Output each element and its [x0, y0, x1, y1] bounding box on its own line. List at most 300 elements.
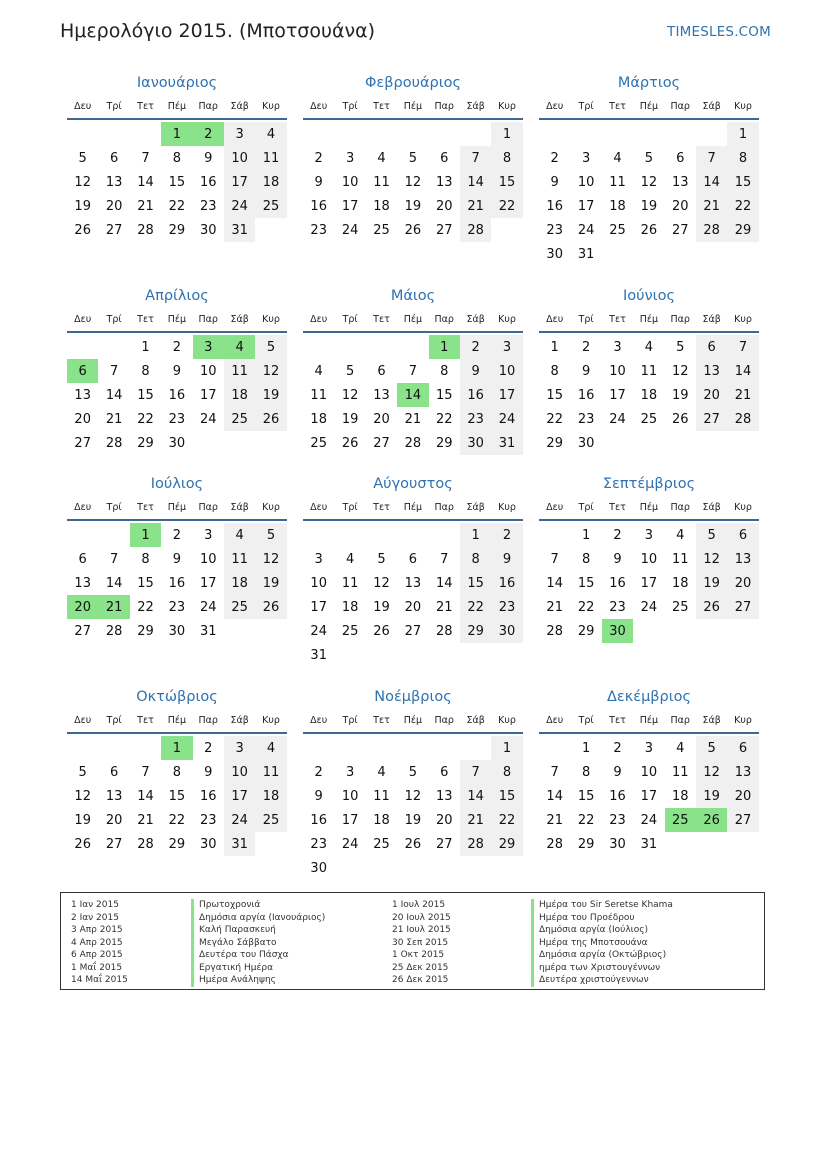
- weekday-label: Κυρ: [498, 100, 516, 112]
- day-cell: 19: [74, 198, 91, 214]
- day-cell: 1: [130, 523, 161, 547]
- day-cell: 25: [341, 623, 359, 639]
- day-cell: 1: [141, 339, 150, 355]
- day-cell: 4: [377, 150, 386, 166]
- day-cell: 22: [168, 198, 186, 214]
- holiday-name: Καλή Παρασκευή: [191, 924, 325, 937]
- day-cell: 3: [491, 335, 522, 359]
- day-cell: 18: [640, 387, 658, 403]
- weekday-label: Τρί: [342, 313, 358, 325]
- day-cell: 27: [435, 222, 453, 238]
- day-cell: 12: [404, 174, 422, 190]
- day-cell: 13: [671, 174, 689, 190]
- day-cell: 5: [255, 523, 286, 547]
- day-cell: 23: [460, 407, 491, 431]
- day-cell: 6: [727, 523, 758, 547]
- day-cell: 28: [435, 623, 453, 639]
- header-rule: [539, 118, 759, 120]
- day-cell: 14: [137, 174, 154, 190]
- weekday-label: Τρί: [342, 714, 358, 726]
- day-cell: 2: [314, 764, 323, 780]
- day-cell: 8: [491, 760, 522, 784]
- day-cell: 6: [676, 150, 685, 166]
- holiday-date: 30 Σεπ 2015: [392, 937, 449, 948]
- day-cell: 1: [429, 335, 460, 359]
- day-cell: 10: [341, 788, 359, 804]
- day-cell: 17: [199, 387, 217, 403]
- day-cell: 17: [224, 170, 255, 194]
- day-cell: 15: [168, 788, 186, 804]
- day-cell: 23: [310, 222, 327, 238]
- day-cell: 13: [74, 387, 91, 403]
- weekday-label: Δευ: [546, 313, 564, 325]
- weekday-label: Κυρ: [734, 100, 752, 112]
- weekday-label: Τετ: [373, 100, 390, 112]
- day-cell: 17: [341, 198, 359, 214]
- empty-cell: [334, 523, 365, 547]
- day-cell: 3: [345, 150, 355, 166]
- day-cell: 23: [310, 836, 327, 852]
- day-cell: 27: [671, 222, 689, 238]
- day-cell: 29: [137, 623, 154, 639]
- day-cell: 18: [671, 788, 689, 804]
- day-cell: 1: [491, 736, 522, 760]
- day-cell: 16: [168, 575, 186, 591]
- day-cell: 14: [460, 170, 491, 194]
- day-cell: 2: [460, 335, 491, 359]
- day-cell: 30: [602, 619, 633, 643]
- weekday-label: Σάβ: [230, 100, 249, 112]
- holiday-name: Εργατική Ημέρα: [191, 962, 325, 975]
- header-rule: [67, 732, 287, 734]
- day-cell: 4: [345, 551, 355, 567]
- holiday-names-right: [531, 899, 673, 987]
- empty-cell: [397, 523, 428, 547]
- day-cell: 24: [341, 836, 359, 852]
- day-cell: 30: [546, 246, 563, 262]
- day-cell: 25: [373, 836, 390, 852]
- day-cell: 15: [137, 575, 154, 591]
- day-cell: 13: [435, 788, 453, 804]
- day-cell: 10: [577, 174, 595, 190]
- weekday-header: [303, 94, 523, 118]
- day-cell: 6: [440, 150, 449, 166]
- day-cell: 20: [727, 571, 758, 595]
- day-cell: 15: [491, 170, 522, 194]
- day-cell: 3: [644, 740, 653, 756]
- holiday-date: 1 Ιαν 2015: [71, 900, 119, 910]
- day-cell: 2: [314, 150, 323, 166]
- holiday-date: 2 Ιαν 2015: [71, 912, 119, 923]
- empty-cell: [429, 122, 460, 146]
- weekday-label: Σάβ: [230, 501, 249, 513]
- day-cell: 2: [613, 527, 622, 543]
- day-cell: 21: [105, 411, 123, 427]
- day-cell: 7: [141, 150, 150, 166]
- days-grid: [303, 335, 523, 455]
- day-cell: 21: [546, 812, 563, 828]
- day-cell: 31: [199, 623, 217, 639]
- day-cell: 25: [671, 599, 689, 615]
- header-rule: [303, 118, 523, 120]
- empty-cell: [397, 736, 428, 760]
- weekday-label: Σάβ: [702, 313, 721, 325]
- day-cell: 7: [440, 551, 449, 567]
- header-rule: [539, 519, 759, 521]
- month-name: Μάρτιος: [617, 75, 681, 91]
- month-8: [303, 473, 523, 667]
- day-cell: 11: [224, 547, 255, 571]
- day-cell: 24: [491, 407, 522, 431]
- empty-cell: [460, 122, 491, 146]
- month-name: Δεκέμβριος: [606, 689, 692, 705]
- weekday-label: Πέμ: [639, 714, 659, 726]
- day-cell: 30: [609, 836, 626, 852]
- day-cell: 30: [577, 435, 595, 451]
- day-cell: 21: [435, 599, 453, 615]
- month-name: Φεβρουάριος: [364, 75, 462, 91]
- weekday-label: Κυρ: [262, 313, 280, 325]
- weekday-header: [303, 708, 523, 732]
- day-cell: 11: [310, 387, 327, 403]
- day-cell: 16: [460, 383, 491, 407]
- day-cell: 24: [199, 599, 217, 615]
- weekday-header: [67, 307, 287, 331]
- day-cell: 21: [98, 595, 129, 619]
- day-cell: 30: [310, 860, 327, 876]
- day-cell: 11: [255, 760, 286, 784]
- day-cell: 23: [199, 812, 217, 828]
- day-cell: 5: [78, 764, 87, 780]
- weekday-label: Πέμ: [403, 100, 423, 112]
- day-cell: 13: [105, 788, 123, 804]
- day-cell: 6: [440, 764, 449, 780]
- day-cell: 11: [671, 551, 689, 567]
- day-cell: 12: [696, 547, 727, 571]
- day-cell: 14: [435, 575, 453, 591]
- weekday-label: Δευ: [74, 501, 92, 513]
- day-cell: 12: [696, 760, 727, 784]
- empty-cell: [334, 736, 365, 760]
- day-cell: 16: [609, 575, 626, 591]
- day-cell: 11: [640, 363, 658, 379]
- empty-cell: [130, 122, 161, 146]
- day-cell: 23: [609, 599, 626, 615]
- day-cell: 17: [640, 788, 658, 804]
- day-cell: 2: [613, 740, 622, 756]
- weekday-label: Παρ: [198, 313, 218, 325]
- empty-cell: [366, 335, 397, 359]
- day-cell: 30: [491, 619, 522, 643]
- day-cell: 5: [696, 523, 727, 547]
- day-cell: 19: [640, 198, 658, 214]
- day-cell: 17: [310, 599, 327, 615]
- empty-cell: [303, 523, 334, 547]
- day-cell: 24: [577, 222, 595, 238]
- day-cell: 7: [727, 335, 758, 359]
- holiday-date: 20 Ιουλ 2015: [392, 912, 451, 923]
- day-cell: 27: [435, 836, 453, 852]
- day-cell: 13: [727, 760, 758, 784]
- weekday-label: Τρί: [342, 100, 358, 112]
- weekday-label: Τρί: [578, 313, 594, 325]
- weekday-label: Τρί: [578, 714, 594, 726]
- day-cell: 3: [613, 339, 622, 355]
- weekday-label: Σάβ: [702, 501, 721, 513]
- holiday-dates-right: [392, 899, 451, 987]
- weekday-label: Τετ: [609, 100, 626, 112]
- day-cell: 22: [460, 595, 491, 619]
- day-cell: 16: [310, 812, 327, 828]
- day-cell: 8: [550, 363, 559, 379]
- day-cell: 22: [546, 411, 563, 427]
- day-cell: 1: [581, 527, 591, 543]
- day-cell: 23: [168, 411, 186, 427]
- weekday-label: Πέμ: [639, 313, 659, 325]
- days-grid: [303, 736, 523, 880]
- holiday-list: [60, 892, 765, 990]
- empty-cell: [67, 736, 98, 760]
- empty-cell: [429, 736, 460, 760]
- weekday-label: Παρ: [670, 100, 690, 112]
- empty-cell: [98, 335, 129, 359]
- day-cell: 28: [404, 435, 422, 451]
- days-grid: [539, 122, 759, 266]
- day-cell: 8: [727, 146, 758, 170]
- day-cell: 18: [255, 170, 286, 194]
- day-cell: 29: [491, 832, 522, 856]
- weekday-header: [539, 94, 759, 118]
- day-cell: 29: [168, 836, 186, 852]
- month-name: Νοέμβριος: [374, 689, 452, 705]
- weekday-label: Παρ: [198, 100, 218, 112]
- empty-cell: [98, 523, 129, 547]
- day-cell: 15: [491, 784, 522, 808]
- day-cell: 2: [193, 122, 224, 146]
- day-cell: 26: [74, 836, 91, 852]
- weekday-label: Τετ: [137, 714, 154, 726]
- day-cell: 7: [408, 363, 417, 379]
- day-cell: 28: [460, 218, 491, 242]
- weekday-label: Κυρ: [262, 100, 280, 112]
- day-cell: 13: [105, 174, 123, 190]
- site-link[interactable]: TIMESLES.COM: [667, 24, 771, 40]
- day-cell: 8: [460, 547, 491, 571]
- day-cell: 4: [377, 764, 386, 780]
- holiday-name: Ημέρα της Μποτσουάνα: [531, 937, 673, 950]
- day-cell: 10: [224, 146, 255, 170]
- day-cell: 9: [460, 359, 491, 383]
- weekday-label: Παρ: [434, 501, 454, 513]
- day-cell: 12: [255, 359, 286, 383]
- weekday-header: [539, 307, 759, 331]
- empty-cell: [67, 122, 98, 146]
- day-cell: 30: [199, 222, 217, 238]
- day-cell: 1: [727, 122, 758, 146]
- day-cell: 25: [609, 222, 626, 238]
- day-cell: 5: [78, 150, 87, 166]
- day-cell: 25: [665, 808, 696, 832]
- day-cell: 19: [671, 387, 689, 403]
- day-cell: 31: [491, 431, 522, 455]
- day-cell: 17: [199, 575, 217, 591]
- weekday-header: [67, 708, 287, 732]
- holiday-date: 14 Μαΐ 2015: [71, 975, 128, 985]
- day-cell: 14: [727, 359, 758, 383]
- header-rule: [67, 118, 287, 120]
- empty-cell: [696, 122, 727, 146]
- day-cell: 28: [460, 832, 491, 856]
- day-cell: 25: [373, 222, 390, 238]
- day-cell: 17: [491, 383, 522, 407]
- day-cell: 2: [172, 339, 181, 355]
- days-grid: [67, 523, 287, 643]
- day-cell: 30: [460, 431, 491, 455]
- day-cell: 27: [105, 836, 123, 852]
- day-cell: 24: [640, 812, 658, 828]
- month-4: [67, 285, 287, 455]
- empty-cell: [397, 335, 428, 359]
- day-cell: 19: [74, 812, 91, 828]
- day-cell: 14: [397, 383, 428, 407]
- header-rule: [303, 519, 523, 521]
- weekday-label: Δευ: [546, 501, 564, 513]
- weekday-label: Κυρ: [498, 501, 516, 513]
- day-cell: 30: [199, 836, 217, 852]
- day-cell: 20: [404, 599, 422, 615]
- day-cell: 17: [577, 198, 595, 214]
- empty-cell: [570, 122, 601, 146]
- day-cell: 4: [224, 523, 255, 547]
- day-cell: 19: [696, 571, 727, 595]
- day-cell: 18: [224, 571, 255, 595]
- header-rule: [67, 331, 287, 333]
- empty-cell: [633, 122, 664, 146]
- holiday-date: 6 Απρ 2015: [71, 950, 123, 960]
- weekday-header: [539, 495, 759, 519]
- header-rule: [67, 519, 287, 521]
- day-cell: 10: [491, 359, 522, 383]
- day-cell: 18: [671, 575, 689, 591]
- day-cell: 14: [546, 575, 563, 591]
- day-cell: 8: [440, 363, 449, 379]
- day-cell: 23: [546, 222, 563, 238]
- day-cell: 31: [577, 246, 595, 262]
- day-cell: 27: [74, 435, 91, 451]
- day-cell: 9: [491, 547, 522, 571]
- holiday-name: Δευτέρα χριστούγεννων: [531, 974, 673, 987]
- weekday-label: Κυρ: [734, 313, 752, 325]
- weekday-label: Δευ: [546, 100, 564, 112]
- day-cell: 4: [676, 740, 685, 756]
- day-cell: 16: [491, 571, 522, 595]
- day-cell: 3: [224, 736, 255, 760]
- day-cell: 16: [199, 174, 217, 190]
- day-cell: 8: [172, 764, 181, 780]
- day-cell: 26: [373, 623, 390, 639]
- empty-cell: [98, 122, 129, 146]
- day-cell: 21: [404, 411, 422, 427]
- empty-cell: [460, 736, 491, 760]
- weekday-label: Σάβ: [466, 714, 485, 726]
- day-cell: 7: [550, 764, 559, 780]
- weekday-label: Πέμ: [167, 100, 187, 112]
- weekday-label: Τρί: [342, 501, 358, 513]
- header-rule: [303, 331, 523, 333]
- days-grid: [67, 736, 287, 856]
- day-cell: 3: [204, 527, 213, 543]
- day-cell: 9: [314, 788, 323, 804]
- day-cell: 20: [435, 812, 453, 828]
- day-cell: 6: [109, 150, 119, 166]
- day-cell: 31: [310, 647, 327, 663]
- day-cell: 21: [137, 812, 154, 828]
- month-name: Οκτώβριος: [136, 689, 218, 705]
- day-cell: 23: [491, 595, 522, 619]
- day-cell: 23: [168, 599, 186, 615]
- day-cell: 1: [161, 122, 192, 146]
- day-cell: 13: [727, 547, 758, 571]
- day-cell: 10: [640, 764, 658, 780]
- day-cell: 28: [696, 218, 727, 242]
- weekday-label: Σάβ: [466, 501, 485, 513]
- weekday-label: Παρ: [198, 714, 218, 726]
- weekday-label: Δευ: [74, 313, 92, 325]
- day-cell: 13: [373, 387, 390, 403]
- day-cell: 2: [204, 740, 213, 756]
- days-grid: [539, 736, 759, 856]
- day-cell: 6: [696, 335, 727, 359]
- days-grid: [539, 523, 759, 643]
- day-cell: 9: [613, 764, 622, 780]
- day-cell: 27: [373, 435, 390, 451]
- day-cell: 28: [137, 222, 154, 238]
- weekday-label: Τετ: [609, 313, 626, 325]
- month-name: Ιανουάριος: [136, 75, 218, 91]
- empty-cell: [98, 736, 129, 760]
- day-cell: 11: [373, 174, 390, 190]
- holiday-date: 21 Ιουλ 2015: [392, 925, 451, 935]
- day-cell: 28: [546, 623, 563, 639]
- month-name: Ιούνιος: [623, 288, 675, 304]
- holiday-names-left: [191, 899, 325, 987]
- day-cell: 5: [676, 339, 685, 355]
- day-cell: 17: [609, 387, 626, 403]
- day-cell: 22: [168, 812, 186, 828]
- day-cell: 24: [640, 599, 658, 615]
- empty-cell: [334, 335, 365, 359]
- day-cell: 18: [255, 784, 286, 808]
- day-cell: 2: [491, 523, 522, 547]
- day-cell: 9: [550, 174, 559, 190]
- day-cell: 15: [168, 174, 186, 190]
- day-cell: 31: [640, 836, 658, 852]
- day-cell: 21: [137, 198, 154, 214]
- day-cell: 3: [193, 335, 224, 359]
- weekday-label: Τρί: [106, 501, 122, 513]
- day-cell: 27: [105, 222, 123, 238]
- day-cell: 3: [224, 122, 255, 146]
- day-cell: 27: [727, 595, 758, 619]
- day-cell: 14: [546, 788, 563, 804]
- day-cell: 9: [314, 174, 323, 190]
- weekday-label: Δευ: [546, 714, 564, 726]
- day-cell: 1: [161, 736, 192, 760]
- day-cell: 15: [577, 788, 595, 804]
- weekday-label: Παρ: [670, 501, 690, 513]
- holiday-name: Δημόσια αργία (Οκτώβριος): [531, 949, 673, 962]
- day-cell: 4: [224, 335, 255, 359]
